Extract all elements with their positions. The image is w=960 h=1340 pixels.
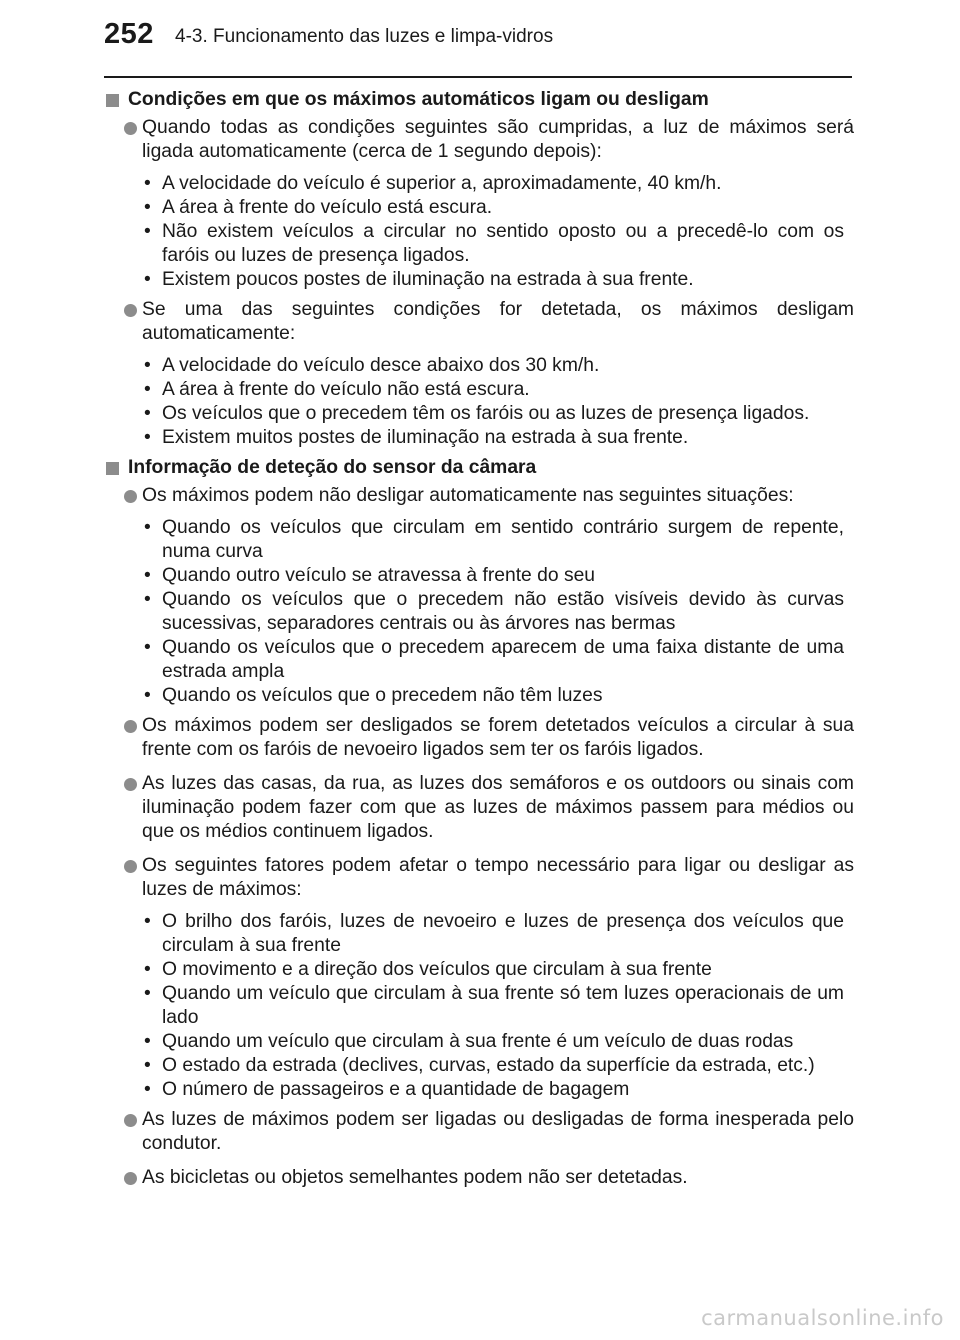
spacer xyxy=(104,1156,854,1162)
bullet-dot-icon: • xyxy=(144,427,151,448)
list-item xyxy=(104,196,854,220)
bullet-dot-icon: • xyxy=(144,1055,151,1076)
list-item-text: O estado da estrada (declives, curvas, estado da superfície da estrada, etc.) xyxy=(162,1055,815,1076)
bullet-dot-icon: • xyxy=(144,1031,151,1052)
paragraph-item xyxy=(104,854,854,902)
list-item-text: Quando os veículos que o precedem aparecem de uma faixa distante de uma estrada ampla xyxy=(162,637,844,682)
paragraph-text: As luzes das casas, da rua, as luzes dos semáforos e os outdoors ou sinais com iluminação podem fazer com que as luzes de máximos passem para médios ou que os médios continuem ligados. xyxy=(142,773,854,842)
bullet-dot-icon: • xyxy=(144,221,151,242)
paragraph-text: As bicicletas ou objetos semelhantes podem não ser detetadas. xyxy=(142,1167,688,1188)
list-item xyxy=(104,910,854,958)
circle-bullet-icon xyxy=(124,304,137,317)
section-heading xyxy=(104,456,854,480)
list-item-text: Existem poucos postes de iluminação na estrada à sua frente. xyxy=(162,269,694,290)
list-item-text: A velocidade do veículo desce abaixo dos 30 km/h. xyxy=(162,355,600,376)
list-item-text: Quando os veículos que circulam em sentido contrário surgem de repente, numa curva xyxy=(162,517,844,562)
paragraph-text: Os máximos podem ser desligados se forem detetados veículos a circular à sua frente com os faróis de nevoeiro ligados sem ter os faróis ligados. xyxy=(142,715,854,760)
circle-bullet-icon xyxy=(124,778,137,791)
chapter-title: 4-3. Funcionamento das luzes e limpa-vidros xyxy=(175,26,554,47)
list-item xyxy=(104,588,854,636)
bullet-dot-icon: • xyxy=(144,637,151,658)
list-item xyxy=(104,402,854,426)
list-item-text: Quando um veículo que circulam à sua frente é um veículo de duas rodas xyxy=(162,1031,794,1052)
bullet-dot-icon: • xyxy=(144,379,151,400)
bullet-list xyxy=(104,910,854,1102)
paragraph-item xyxy=(104,116,854,164)
square-bullet-icon xyxy=(106,94,119,107)
bullet-list xyxy=(104,516,854,708)
section-heading xyxy=(104,88,854,112)
page-header xyxy=(0,0,960,72)
list-item-text: Quando os veículos que o precedem não têm luzes xyxy=(162,685,603,706)
bullet-dot-icon: • xyxy=(144,589,151,610)
bullet-dot-icon: • xyxy=(144,959,151,980)
spacer xyxy=(104,844,854,850)
list-item xyxy=(104,982,854,1030)
bullet-list xyxy=(104,172,854,292)
paragraph-item xyxy=(104,772,854,844)
list-item xyxy=(104,516,854,564)
list-item xyxy=(104,684,854,708)
list-item-text: O número de passageiros e a quantidade de bagagem xyxy=(162,1079,630,1100)
paragraph-text: Os máximos podem não desligar automaticamente nas seguintes situações: xyxy=(142,485,794,506)
list-item-text: Quando um veículo que circulam à sua frente só tem luzes operacionais de um lado xyxy=(162,983,844,1028)
spacer xyxy=(104,1190,854,1196)
list-item-text: A área à frente do veículo não está escura. xyxy=(162,379,530,400)
paragraph-item xyxy=(104,484,854,508)
list-item xyxy=(104,636,854,684)
circle-bullet-icon xyxy=(124,122,137,135)
bullet-dot-icon: • xyxy=(144,269,151,290)
bullet-dot-icon: • xyxy=(144,911,151,932)
bullet-dot-icon: • xyxy=(144,173,151,194)
square-bullet-icon xyxy=(106,462,119,475)
list-item xyxy=(104,354,854,378)
list-item-text: Não existem veículos a circular no sentido oposto ou a precedê-lo com os faróis ou luzes de presença ligados. xyxy=(162,221,844,266)
circle-bullet-icon xyxy=(124,1114,137,1127)
page-number: 252 xyxy=(104,18,154,50)
bullet-dot-icon: • xyxy=(144,197,151,218)
manual-content xyxy=(104,88,854,1196)
list-item xyxy=(104,268,854,292)
paragraph-item xyxy=(104,1108,854,1156)
list-item-text: O movimento e a direção dos veículos que circulam à sua frente xyxy=(162,959,712,980)
list-item-text: Quando outro veículo se atravessa à frente do seu xyxy=(162,565,596,586)
list-item xyxy=(104,1078,854,1102)
watermark: carmanualsonline.info xyxy=(701,1306,944,1330)
bullet-list xyxy=(104,354,854,450)
bullet-dot-icon: • xyxy=(144,565,151,586)
header-divider xyxy=(104,76,852,78)
list-item-text: A velocidade do veículo é superior a, aproximadamente, 40 km/h. xyxy=(162,173,722,194)
list-item xyxy=(104,220,854,268)
list-item-text: O brilho dos faróis, luzes de nevoeiro e luzes de presença dos veículos que circulam à sua frente xyxy=(162,911,844,956)
list-item xyxy=(104,1030,854,1054)
list-item xyxy=(104,378,854,402)
list-item xyxy=(104,172,854,196)
section-heading-text: Condições em que os máximos automáticos ligam ou desligam xyxy=(128,89,709,110)
paragraph-text: As luzes de máximos podem ser ligadas ou desligadas de forma inesperada pelo condutor. xyxy=(142,1109,854,1154)
list-item xyxy=(104,426,854,450)
spacer xyxy=(104,762,854,768)
list-item-text: Quando os veículos que o precedem não estão visíveis devido às curvas sucessivas, separadores centrais ou às árvores nas bermas xyxy=(162,589,844,634)
bullet-dot-icon: • xyxy=(144,355,151,376)
circle-bullet-icon xyxy=(124,1172,137,1185)
paragraph-item xyxy=(104,298,854,346)
section-heading-text: Informação de deteção do sensor da câmara xyxy=(128,457,537,478)
circle-bullet-icon xyxy=(124,490,137,503)
list-item-text: Os veículos que o precedem têm os faróis ou as luzes de presença ligados. xyxy=(162,403,810,424)
list-item-text: Existem muitos postes de iluminação na estrada à sua frente. xyxy=(162,427,689,448)
bullet-dot-icon: • xyxy=(144,983,151,1004)
paragraph-text: Os seguintes fatores podem afetar o tempo necessário para ligar ou desligar as luzes de máximos: xyxy=(142,855,854,900)
circle-bullet-icon xyxy=(124,860,137,873)
paragraph-item xyxy=(104,1166,854,1190)
paragraph-text: Se uma das seguintes condições for detetada, os máximos desligam automaticamente: xyxy=(142,299,854,344)
list-item xyxy=(104,958,854,982)
list-item-text: A área à frente do veículo está escura. xyxy=(162,197,493,218)
bullet-dot-icon: • xyxy=(144,1079,151,1100)
paragraph-item xyxy=(104,714,854,762)
bullet-dot-icon: • xyxy=(144,685,151,706)
paragraph-text: Quando todas as condições seguintes são cumpridas, a luz de máximos será ligada automaticamente (cerca de 1 segundo depois): xyxy=(142,117,854,162)
bullet-dot-icon: • xyxy=(144,403,151,424)
bullet-dot-icon: • xyxy=(144,517,151,538)
list-item xyxy=(104,1054,854,1078)
list-item xyxy=(104,564,854,588)
circle-bullet-icon xyxy=(124,720,137,733)
